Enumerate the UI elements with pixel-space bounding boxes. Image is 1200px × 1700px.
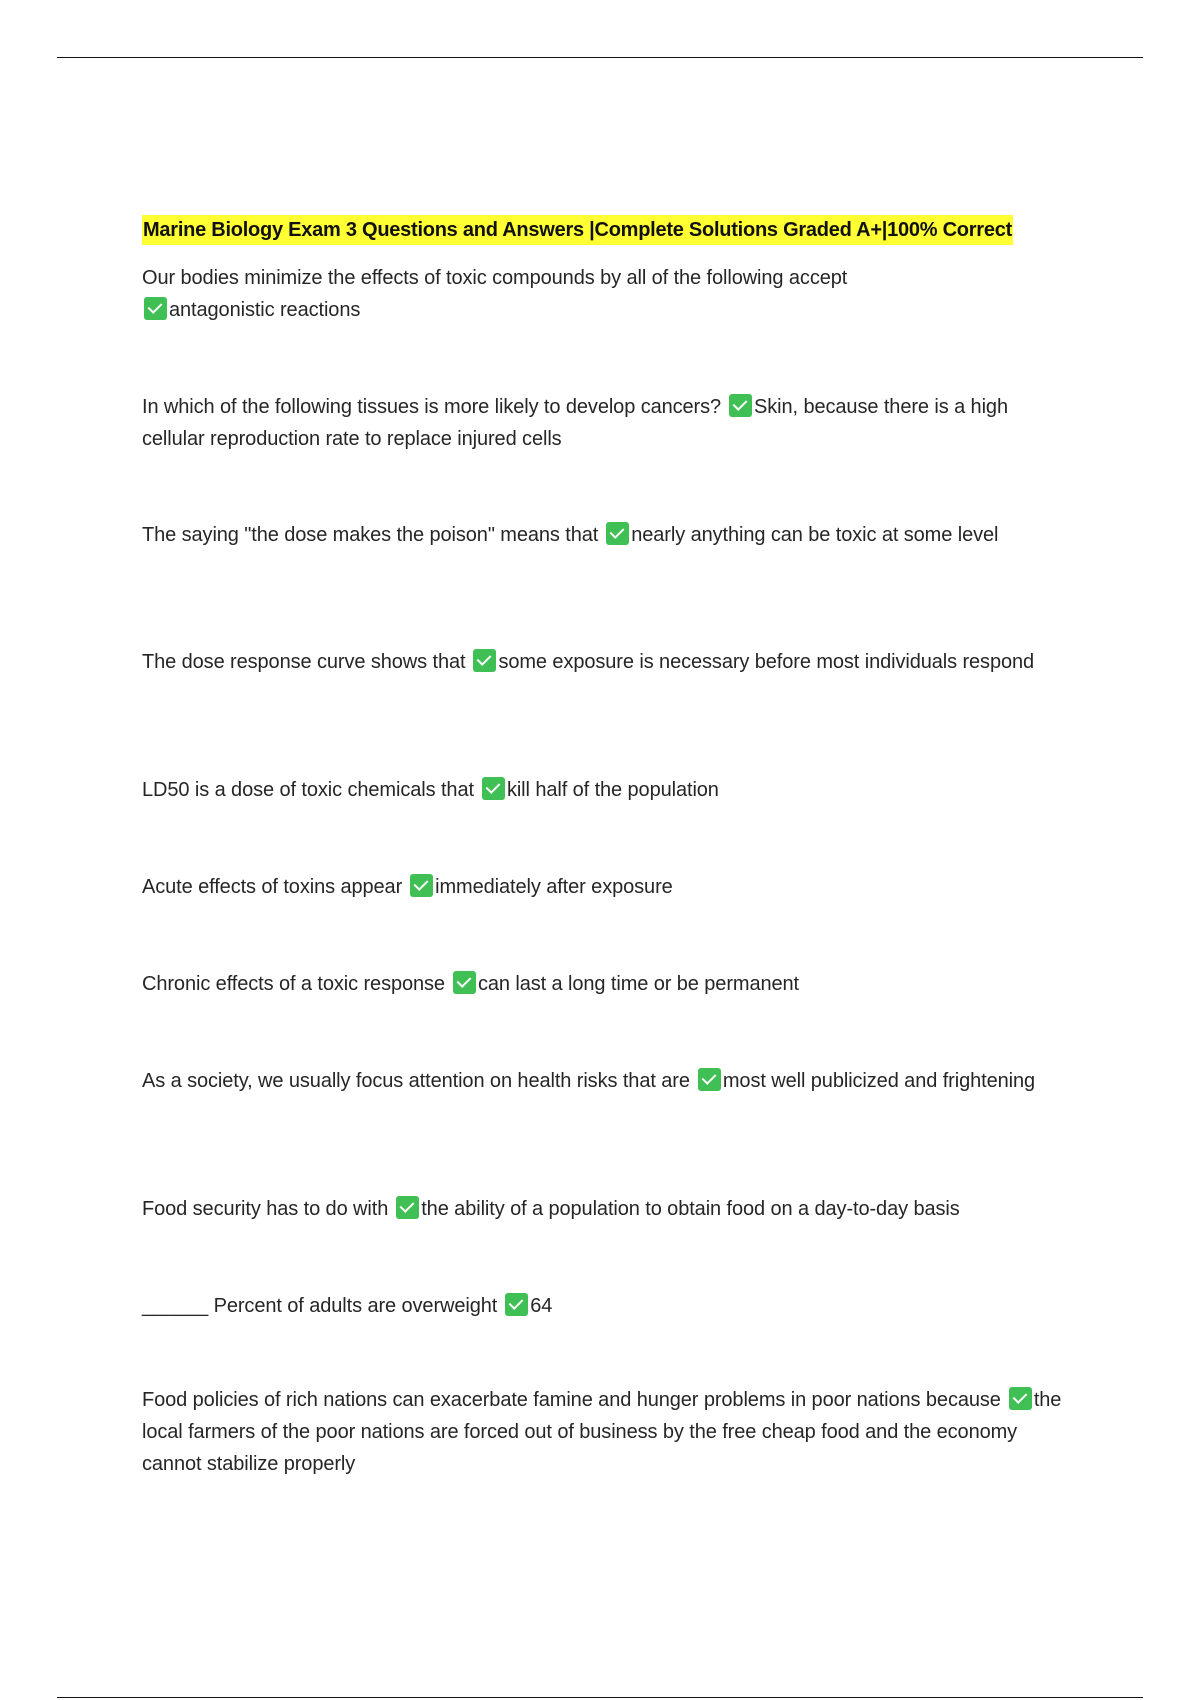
question-text: In which of the following tissues is more likely to develop cancers? (142, 396, 722, 418)
qa-item-1 (142, 262, 1062, 326)
question-text: Our bodies minimize the effects of toxic compounds by all of the following accept (142, 267, 848, 289)
question-text: Food policies of rich nations can exacerbate famine and hunger problems in poor nations because (142, 1389, 1001, 1411)
qa-item-3 (142, 519, 1062, 551)
qa-item-6 (142, 871, 1062, 903)
qa-item-9 (142, 1193, 1062, 1225)
checkmark-icon (1009, 1387, 1032, 1410)
qa-item-5 (142, 774, 1062, 806)
answer-text: 64 (530, 1295, 553, 1317)
checkmark-icon (473, 649, 496, 672)
checkmark-icon (698, 1068, 721, 1091)
qa-item-11 (142, 1384, 1062, 1480)
question-text: Food security has to do with (142, 1198, 389, 1220)
qa-item-8 (142, 1065, 1062, 1097)
question-text: Chronic effects of a toxic response (142, 973, 445, 995)
checkmark-icon (729, 394, 752, 417)
checkmark-icon (482, 777, 505, 800)
checkmark-icon (144, 297, 167, 320)
question-text: The dose response curve shows that (142, 651, 466, 673)
qa-item-7 (142, 968, 1062, 1000)
checkmark-icon (505, 1293, 528, 1316)
checkmark-icon (453, 971, 476, 994)
answer-text: can last a long time or be permanent (477, 973, 799, 995)
qa-item-2 (142, 391, 1062, 455)
checkmark-icon (410, 874, 433, 897)
checkmark-icon (396, 1196, 419, 1219)
answer-text: most well publicized and frightening (722, 1070, 1036, 1092)
question-text: LD50 is a dose of toxic chemicals that (142, 779, 474, 801)
answer-text: immediately after exposure (435, 876, 673, 898)
qa-item-4 (142, 646, 1062, 678)
footer-rule (57, 1697, 1143, 1698)
answer-text: kill half of the population (506, 779, 719, 801)
answer-line (142, 294, 1062, 326)
question-text: Acute effects of toxins appear (142, 876, 403, 898)
answer-text: the local farmers of the poor nations are forced out of business by the free cheap food and the economy cannot stabilize properly (142, 1389, 1062, 1475)
answer-text: nearly anything can be toxic at some level (631, 524, 999, 546)
answer-text: antagonistic reactions (169, 299, 361, 321)
qa-item-10 (142, 1290, 1062, 1322)
answer-text: the ability of a population to obtain food on a day-to-day basis (421, 1198, 960, 1220)
question-text: As a society, we usually focus attention on health risks that are (142, 1070, 690, 1092)
document-title: Marine Biology Exam 3 Questions and Answers |Complete Solutions Graded A+|100% Correct (142, 215, 1013, 245)
question-text: The saying "the dose makes the poison" means that (142, 524, 599, 546)
checkmark-icon (606, 522, 629, 545)
question-text: ______ Percent of adults are overweight (142, 1295, 498, 1317)
answer-text: some exposure is necessary before most individuals respond (498, 651, 1035, 673)
header-rule (57, 57, 1143, 58)
answer-text: Skin, because there is a high cellular reproduction rate to replace injured cells (142, 396, 1008, 450)
